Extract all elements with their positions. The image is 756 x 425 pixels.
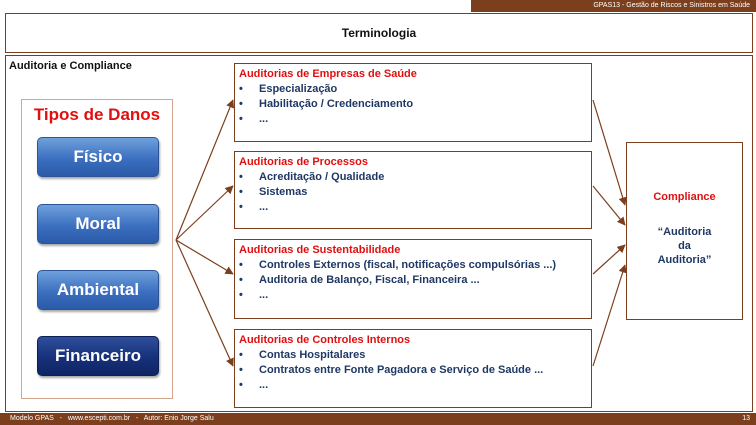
- auditoria-empresas-box: [234, 63, 592, 142]
- tipos-de-danos-title: Tipos de Danos: [33, 105, 161, 124]
- compliance-quote: [626, 225, 743, 267]
- compliance-quote-line: Auditoria”: [657, 254, 712, 266]
- auditoria-controles-item: • Contratos entre Fonte Pagadora e Serviço de Saúde ...: [239, 364, 591, 376]
- auditoria-empresas-item: • Habilitação / Credenciamento: [239, 98, 591, 110]
- auditoria-sustentabilidade-item: • Auditoria de Balanço, Fiscal, Financeira ...: [239, 274, 591, 286]
- auditoria-empresas-title: Auditorias de Empresas de Saúde: [239, 68, 417, 80]
- compliance-title: Compliance: [653, 191, 716, 203]
- page-number: 13: [742, 415, 750, 422]
- arrow-to-controles: [176, 240, 233, 366]
- course-title: GPAS13 - Gestão de Riscos e Sinistros em Saúde: [593, 2, 750, 9]
- auditoria-sustentabilidade-item: • Controles Externos (fiscal, notificações compulsórias ...): [239, 259, 591, 271]
- auditoria-processos-item: • Sistemas: [239, 186, 591, 198]
- arrow-processos-to-compliance: [593, 186, 625, 225]
- slide-title: Terminologia: [341, 26, 417, 40]
- auditoria-controles-item: • ...: [239, 379, 591, 391]
- auditoria-processos-item: • Acreditação / Qualidade: [239, 171, 591, 183]
- auditoria-controles-box: [234, 329, 592, 408]
- arrow-to-empresas: [176, 100, 233, 240]
- auditoria-controles-item: • Contas Hospitalares: [239, 349, 591, 361]
- auditoria-controles-title: Auditorias de Controles Internos: [239, 334, 411, 346]
- auditoria-empresas-item: • ...: [239, 113, 591, 125]
- auditoria-processos-title: Auditorias de Processos: [239, 156, 368, 168]
- dano-fisico-button: Físico: [37, 137, 159, 177]
- auditoria-empresas-item: • Especialização: [239, 83, 591, 95]
- arrow-controles-to-compliance: [593, 265, 625, 366]
- auditoria-sustentabilidade-item: • ...: [239, 289, 591, 301]
- dano-moral-button: Moral: [37, 204, 159, 244]
- arrow-to-processos: [176, 186, 233, 240]
- arrow-to-sustentabilidade: [176, 240, 233, 274]
- dano-financeiro-button: Financeiro: [37, 336, 159, 376]
- auditoria-sustentabilidade-box: [234, 239, 592, 319]
- auditoria-processos-item: • ...: [239, 201, 591, 213]
- compliance-quote-line: da: [678, 240, 691, 252]
- section-title: Auditoria e Compliance: [9, 60, 132, 72]
- footer-credits: Modelo GPAS - www.escepti.com.br - Autor: Enio Jorge Salu: [10, 415, 214, 422]
- arrow-sustentabilidade-to-compliance: [593, 245, 625, 274]
- arrow-empresas-to-compliance: [593, 100, 625, 205]
- compliance-quote-line: “Auditoria: [657, 226, 712, 238]
- dano-ambiental-button: Ambiental: [37, 270, 159, 310]
- auditoria-processos-box: [234, 151, 592, 229]
- auditoria-sustentabilidade-title: Auditorias de Sustentabilidade: [239, 244, 401, 256]
